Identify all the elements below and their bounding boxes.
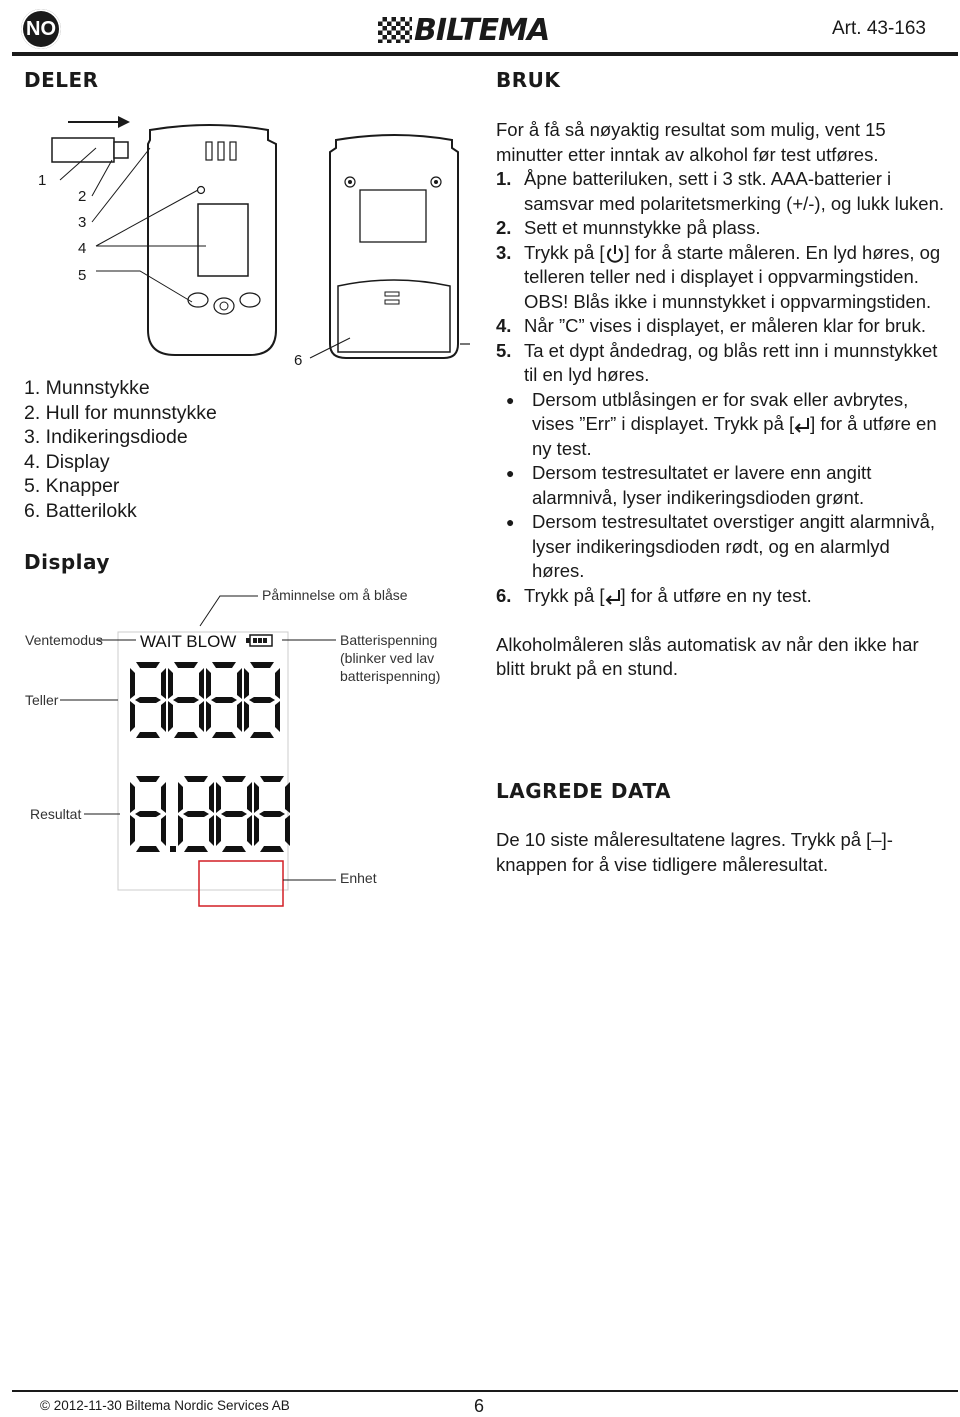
display-heading: Display <box>24 550 110 574</box>
bruk-body <box>496 118 946 682</box>
bullet-text: Dersom testresultatet er lavere enn angitt alarmnivå, lyser indikeringsdioden grønt. <box>532 462 872 508</box>
battery-label: Batterispenning <box>340 632 438 648</box>
footer-rule <box>12 1390 958 1392</box>
lagrede-data-heading: LAGREDE DATA <box>496 779 672 803</box>
spacer <box>496 608 946 633</box>
bruk-heading: BRUK <box>496 68 561 92</box>
bullet-1 <box>496 388 946 462</box>
step-3 <box>496 241 946 315</box>
step-number: 4. <box>496 315 512 336</box>
bullet-2 <box>496 461 946 510</box>
parts-list <box>24 376 217 523</box>
bullet-text: Dersom testresultatet overstiger angitt alarmnivå, lyser indikeringsdioden rødt, og en alarmlyd høres. <box>532 511 936 581</box>
step-text: Når ”C” vises i displayet, er måleren klar for bruk. <box>524 315 926 336</box>
list-item: 4. Display <box>24 450 110 473</box>
step-2 <box>496 216 946 241</box>
step-number: 3. <box>496 241 512 263</box>
callout-5: 5 <box>78 267 87 284</box>
intro-text: For å få så nøyaktig resultat som mulig, vent 15 minutter etter inntak av alkohol før test utføres. <box>496 119 886 165</box>
deler-heading: DELER <box>24 68 99 92</box>
language-badge <box>21 9 61 49</box>
step-6 <box>496 584 946 609</box>
counter-label: Teller <box>25 692 59 708</box>
power-icon <box>605 244 625 264</box>
callout-6: 6 <box>294 352 303 369</box>
step-text: Åpne batteriluken, sett i 3 stk. AAA-batterier i samsvar med polaritetsmerking (+/-), og lukk luken. <box>524 168 944 214</box>
checkered-flag-icon <box>378 17 412 43</box>
step-number: 1. <box>496 168 512 189</box>
step-number: 6. <box>496 584 512 606</box>
list-item: 5. Knapper <box>24 475 120 497</box>
callout-1: 1 <box>38 172 47 189</box>
step-4 <box>496 314 946 339</box>
wait-mode-label: Ventemodus <box>25 632 103 648</box>
language-code: NO <box>26 17 56 40</box>
step-5 <box>496 339 946 388</box>
bullet-dot-icon: ● <box>506 465 515 481</box>
return-icon <box>605 588 621 606</box>
unit-label: Enhet <box>340 870 377 886</box>
callout-4: 4 <box>78 240 87 257</box>
list-item: 3. Indikeringsdiode <box>24 426 188 448</box>
auto-off-text: Alkoholmåleren slås automatisk av når den ikke har blitt brukt på en stund. <box>496 633 919 679</box>
callout-3: 3 <box>78 214 87 231</box>
return-icon <box>794 416 810 434</box>
list-item: 2. Hull for munnstykke <box>24 401 217 424</box>
step-text: Sett et munnstykke på plass. <box>524 217 761 238</box>
reminder-label: Påminnelse om å blåse <box>262 587 408 603</box>
device-illustration <box>0 100 480 380</box>
lagrede-data-text: De 10 siste måleresultatene lagres. Trykk på [–]-knappen for å vise tidligere måleresultat. <box>496 829 893 875</box>
wait-blow-indicator: WAIT BLOW <box>140 632 237 651</box>
callout-2: 2 <box>78 188 87 205</box>
bullet-text-part: Dersom utblåsingen er for svak eller avbrytes, vises ”Err” i displayet. Trykk på [ <box>532 388 909 434</box>
list-item: 1. Munnstykke <box>24 377 150 399</box>
step-text: Ta et dypt åndedrag, og blås rett inn i munnstykket til en lyd høres. <box>524 339 938 385</box>
header-rule <box>12 52 958 56</box>
step-text-part: ] for å utføre en ny test. <box>620 584 812 606</box>
article-number: Art. 43-163 <box>832 18 926 39</box>
result-label: Resultat <box>30 806 82 822</box>
step-text-part: Trykk på [ <box>524 584 605 606</box>
bullet-dot-icon: ● <box>506 514 515 530</box>
copyright: © 2012-11-30 Biltema Nordic Services AB <box>40 1398 290 1413</box>
bullet-text <box>532 388 946 462</box>
brand-logo <box>378 12 550 48</box>
battery-note-2: batterispenning) <box>340 668 441 684</box>
battery-note-1: (blinker ved lav <box>340 650 435 666</box>
step-text <box>524 241 946 315</box>
list-item: 6. Batterilokk <box>24 499 137 522</box>
brand-name: BILTEMA <box>414 12 550 48</box>
step-text-part: ] for å starte måleren. En lyd høres, og telleren teller ned i displayet i oppvarmingstiden. OBS! Blås ikke i munnstykket i oppvarmingstiden. <box>524 241 941 312</box>
bullet-3 <box>496 510 946 584</box>
page-number: 6 <box>474 1396 485 1416</box>
step-text-part: Trykk på [ <box>524 241 605 263</box>
step-number: 5. <box>496 339 512 361</box>
step-number: 2. <box>496 217 512 238</box>
step-1 <box>496 167 946 216</box>
bullet-text-part: ] for å utføre en ny test. <box>532 413 937 459</box>
step-text <box>524 584 812 609</box>
bullet-dot-icon: ● <box>506 391 515 408</box>
